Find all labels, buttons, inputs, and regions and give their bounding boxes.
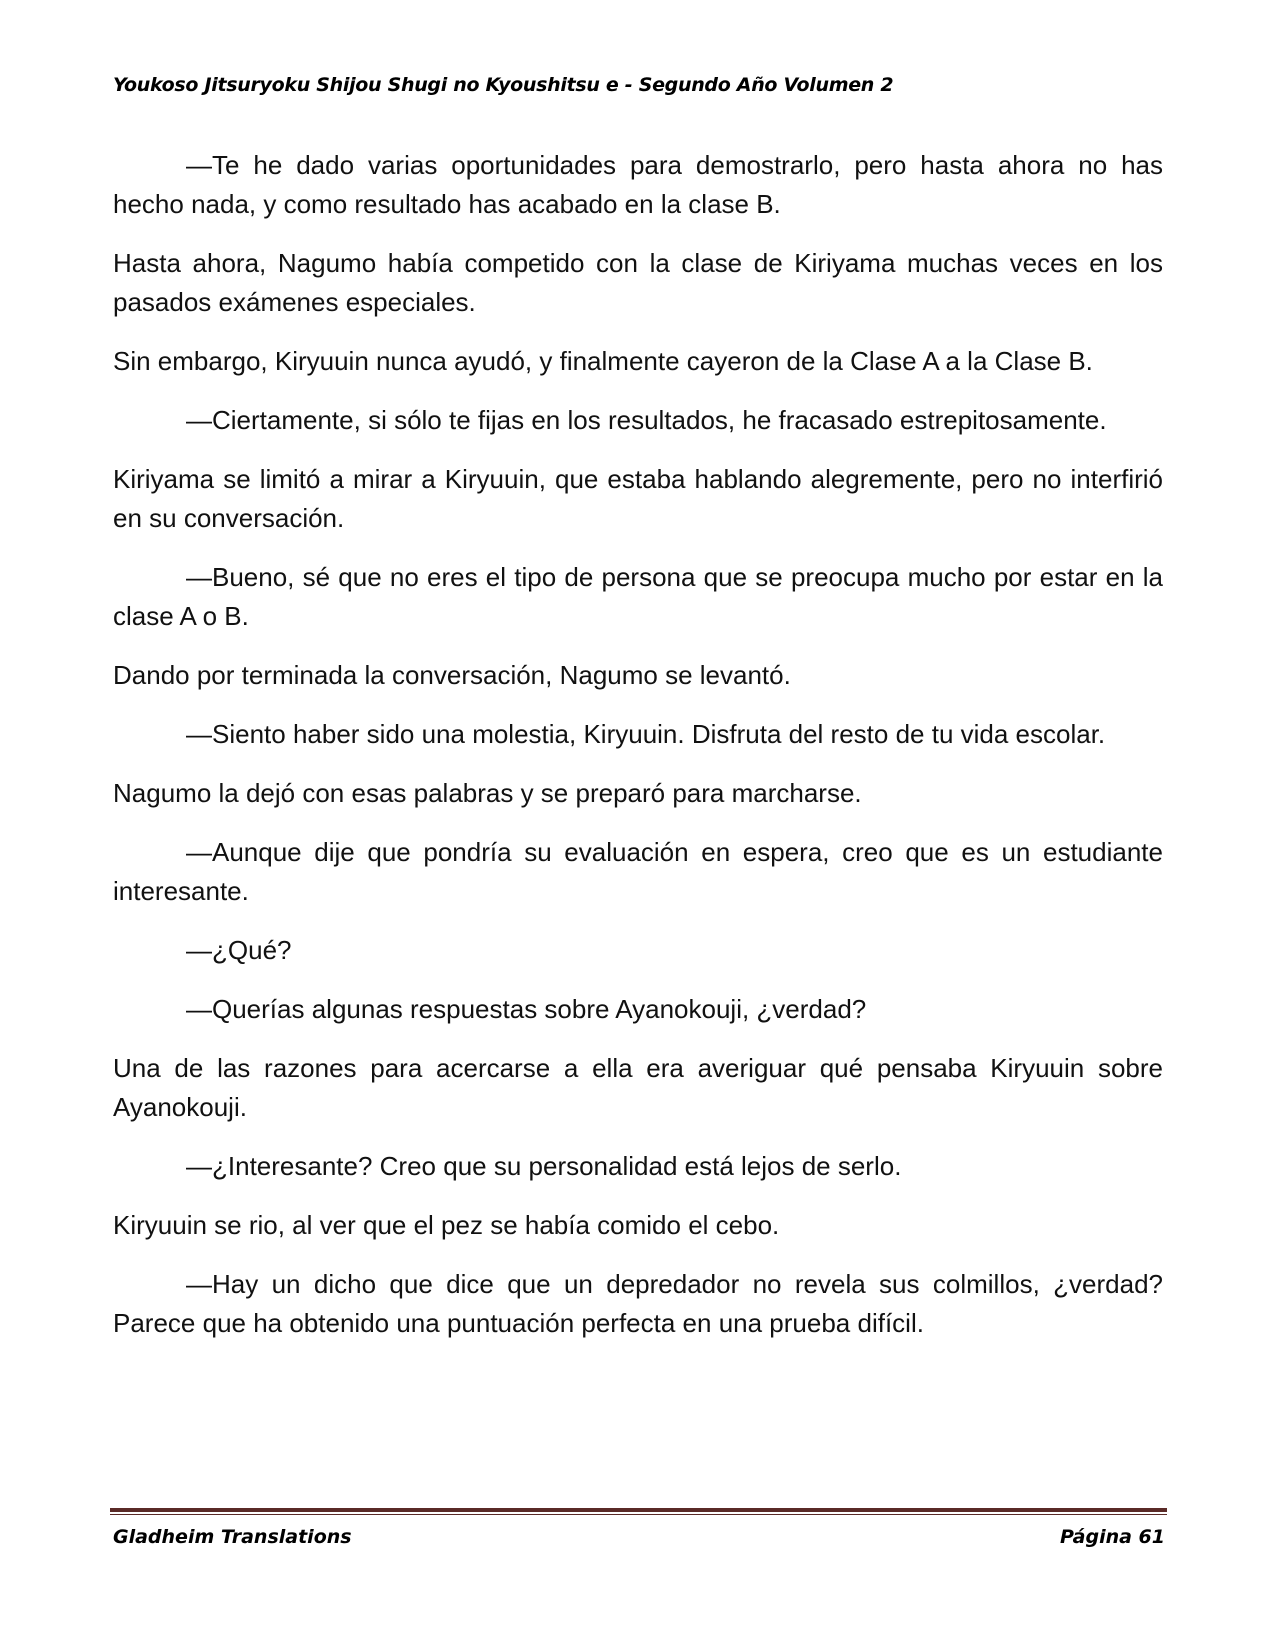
paragraph-13: Una de las razones para acercarse a ella era averiguar qué pensaba Kiryuuin sobre Ayanokouji. [113, 1053, 1163, 1122]
paragraph-11: —¿Qué? [186, 935, 292, 965]
paragraph-14: —¿Interesante? Creo que su personalidad está lejos de serlo. [186, 1151, 902, 1181]
paragraph-3: Sin embargo, Kiryuuin nunca ayudó, y finalmente cayeron de la Clase A a la Clase B. [113, 346, 1093, 376]
paragraph-5: Kiriyama se limitó a mirar a Kiryuuin, que estaba hablando alegremente, pero no interfirió en su conversación. [113, 464, 1163, 533]
paragraph-10: —Aunque dije que pondría su evaluación en espera, creo que es un estudiante interesante. [113, 837, 1163, 906]
footer-divider-thin [110, 1514, 1167, 1515]
paragraph-2: Hasta ahora, Nagumo había competido con la clase de Kiriyama muchas veces en los pasados exámenes especiales. [113, 248, 1163, 317]
body-text [113, 146, 1163, 1363]
footer-divider [110, 1508, 1167, 1515]
footer-publisher: Gladheim Translations [113, 1526, 352, 1548]
footer-page-number: Página 61 [1059, 1526, 1165, 1548]
paragraph-12: —Querías algunas respuestas sobre Ayanokouji, ¿verdad? [186, 994, 867, 1024]
paragraph-4: —Ciertamente, si sólo te fijas en los resultados, he fracasado estrepitosamente. [186, 405, 1107, 435]
page-header-title: Youkoso Jitsuryoku Shijou Shugi no Kyoushitsu e - Segundo Año Volumen 2 [113, 74, 894, 96]
paragraph-15: Kiryuuin se rio, al ver que el pez se había comido el cebo. [113, 1210, 780, 1240]
page-footer [113, 1526, 1165, 1548]
paragraph-1: —Te he dado varias oportunidades para demostrarlo, pero hasta ahora no has hecho nada, y como resultado has acabado en la clase B. [113, 150, 1163, 219]
paragraph-7: Dando por terminada la conversación, Nagumo se levantó. [113, 660, 791, 690]
paragraph-6: —Bueno, sé que no eres el tipo de persona que se preocupa mucho por estar en la clase A o B. [113, 562, 1163, 631]
paragraph-9: Nagumo la dejó con esas palabras y se preparó para marcharse. [113, 778, 862, 808]
paragraph-8: —Siento haber sido una molestia, Kiryuuin. Disfruta del resto de tu vida escolar. [186, 719, 1106, 749]
paragraph-16: —Hay un dicho que dice que un depredador no revela sus colmillos, ¿verdad? Parece que ha obtenido una puntuación perfecta en una prueba difícil. [113, 1269, 1163, 1338]
